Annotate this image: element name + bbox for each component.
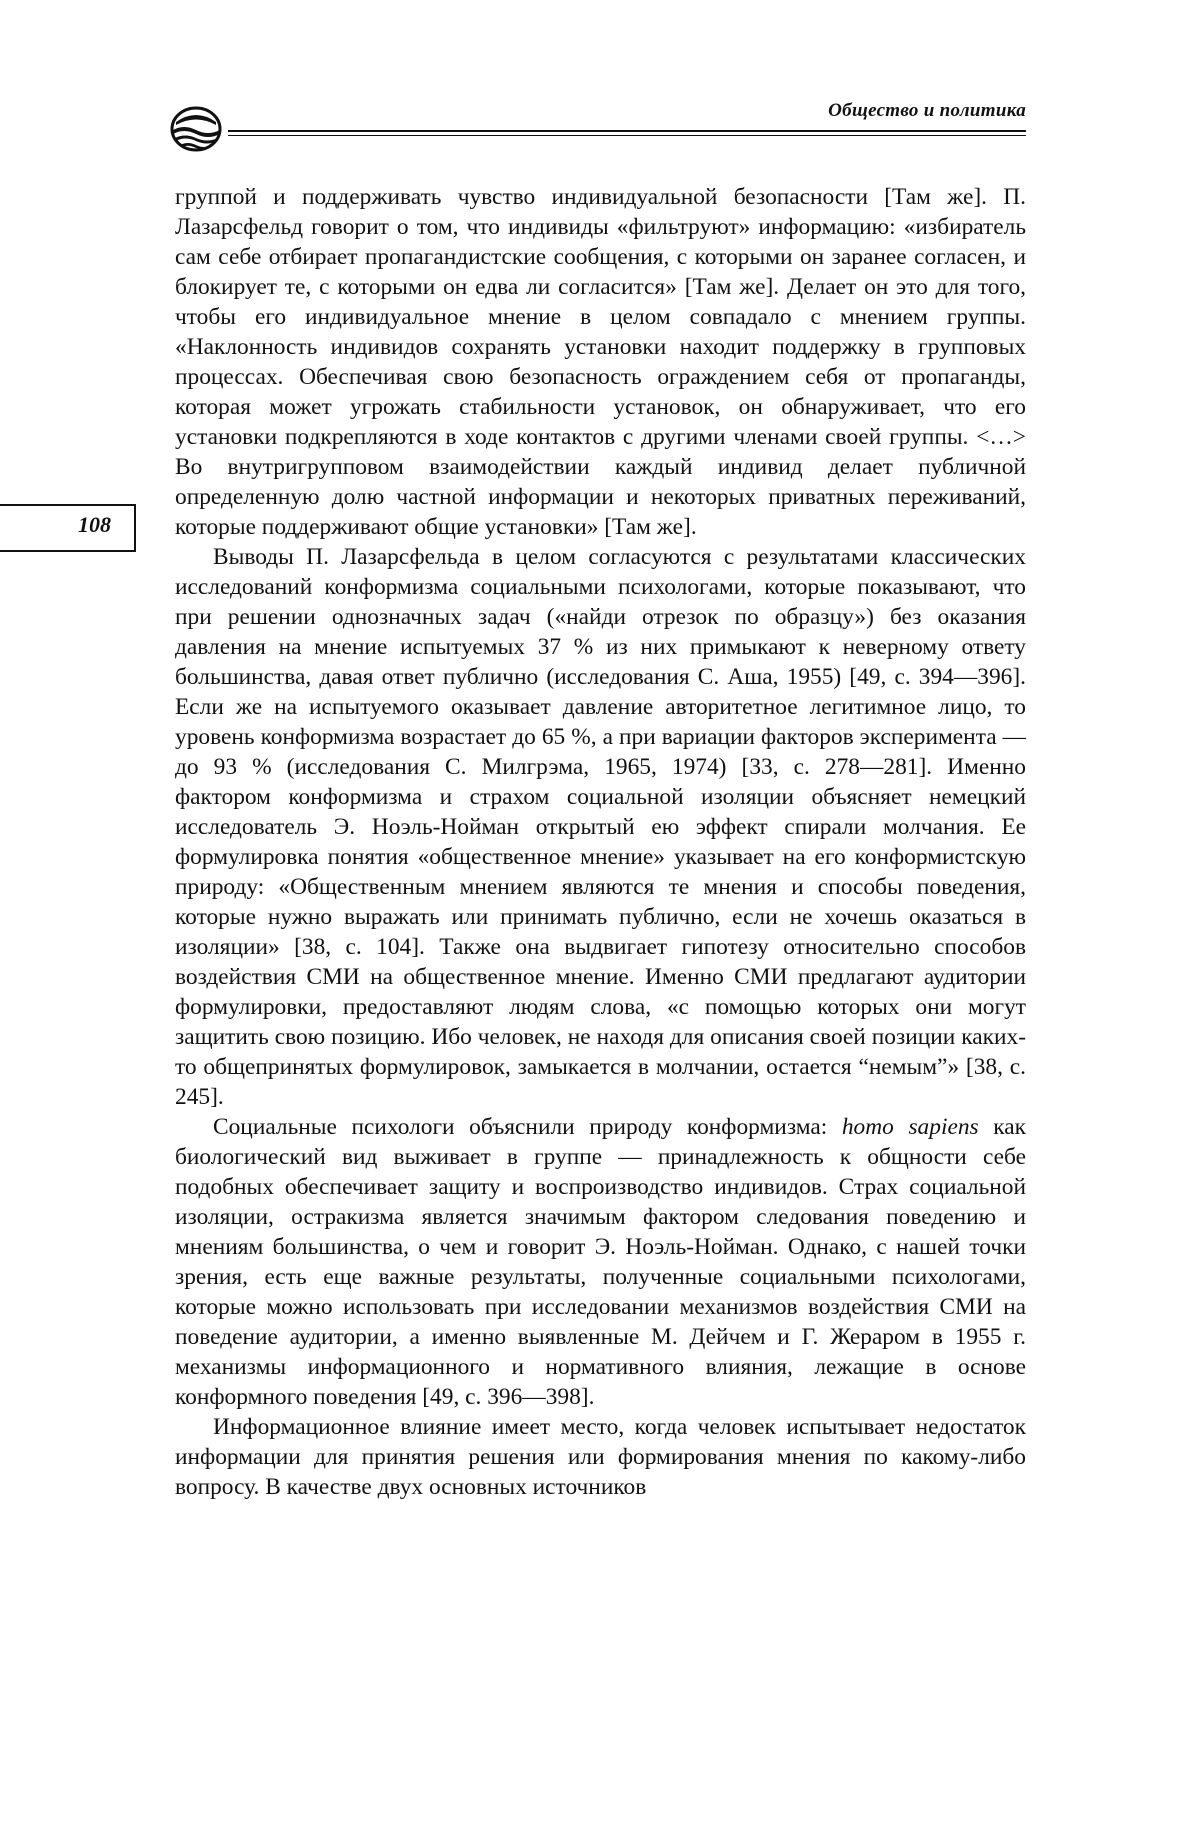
paragraph-3-rest: как биологический вид выживает в группе — принадлежность к общности себе подобных обеспечивает защиту и воспроизводство индивидов. Страх социальной изоляции, остракизма является значимым фактором следования поведению и мнениям большинства, о чем и говорит Э. Ноэль-Нойман. Однако, с нашей точки зрения, есть еще важные результаты, полученные социальными психологами, которые можно использовать при исследовании механизмов воздействия СМИ на поведение аудитории, а именно выявленные М. Дейчем и Г. Жераром в 1955 г. механизмы информационного и нормативного влияния, лежащие в основе конформного поведения [49, с. 396—398]. (175, 1114, 1026, 1410)
wave-circle-logo-icon (170, 106, 234, 152)
paragraph-2: Выводы П. Лазарсфельда в целом согласуются с результатами классических исследований конформизма социальными психологами, которые показывают, что при решении однозначных задач («найди отрезок по образцу») без оказания давления на мнение испытуемых 37 % из них примыкают к неверному ответу большинства, давая ответ публично (исследования С. Аша, 1955) [49, с. 394—396]. Если же на испытуемого оказывает давление авторитетное легитимное лицо, то уровень конформизма возрастает до 65 %, а при вариации факторов эксперимента — до 93 % (исследования С. Милгрэма, 1965, 1974) [33, с. 278—281]. Именно фактором конформизма и страхом социальной изоляции объясняет немецкий исследователь Э. Ноэль-Нойман открытый ею эффект спирали молчания. Ее формулировка понятия «общественное мнение» указывает на его конформистскую природу: «Общественным мнением являются те мнения и способы поведения, которые нужно выражать или принимать публично, если не хочешь оказаться в изоляции» [38, с. 104]. Также она выдвигает гипотезу относительно способов воздействия СМИ на общественное мнение. Именно СМИ предлагают аудитории формулировки, предоставляют людям слова, «с помощью которых они могут защитить свою позицию. Ибо человек, не находя для описания своей позиции каких-то общепринятых формулировок, замыкается в молчании, остается “немым”» [38, с. 245]. (175, 544, 1026, 1110)
paragraph-3-start: Социальные психологи объяснили природу конформизма: (213, 1114, 842, 1140)
paragraph-4: Информационное влияние имеет место, когда человек испытывает недостаток информации для принятия решения или формирования мнения по какому-либо вопросу. В качестве двух основных источников (175, 1414, 1026, 1500)
body-text (175, 182, 1026, 1502)
header-rule (228, 130, 1026, 132)
paragraph-1: группой и поддерживать чувство индивидуальной безопасности [Там же]. П. Лазарсфельд говорит о том, что индивиды «фильтруют» информацию: «избиратель сам себе отбирает пропагандистские сообщения, с которыми он заранее согласен, и блокирует те, с которыми он едва ли согласится» [Там же]. Делает он это для того, чтобы его индивидуальное мнение в целом совпадало с мнением группы. «Наклонность индивидов сохранять установки находит поддержку в групповых процессах. Обеспечивая свою безопасность ограждением себя от пропаганды, которая может угрожать стабильности установок, он обнаруживает, что его установки подкрепляются в ходе контактов с другими членами своей группы. <…> Во внутригрупповом взаимодействии каждый индивид делает публичной определенную долю частной информации и некоторых приватных переживаний, которые поддерживают общие установки» [Там же]. (175, 184, 1026, 540)
running-header (170, 92, 1026, 152)
paragraph-3 (175, 1112, 1026, 1412)
header-rule-thin (228, 135, 1026, 136)
page-number: 108 (78, 512, 111, 537)
header-title: Общество и политика (828, 100, 1026, 121)
latin-term-homo-sapiens: homo sapiens (841, 1114, 979, 1140)
page-number-tab (0, 504, 136, 552)
